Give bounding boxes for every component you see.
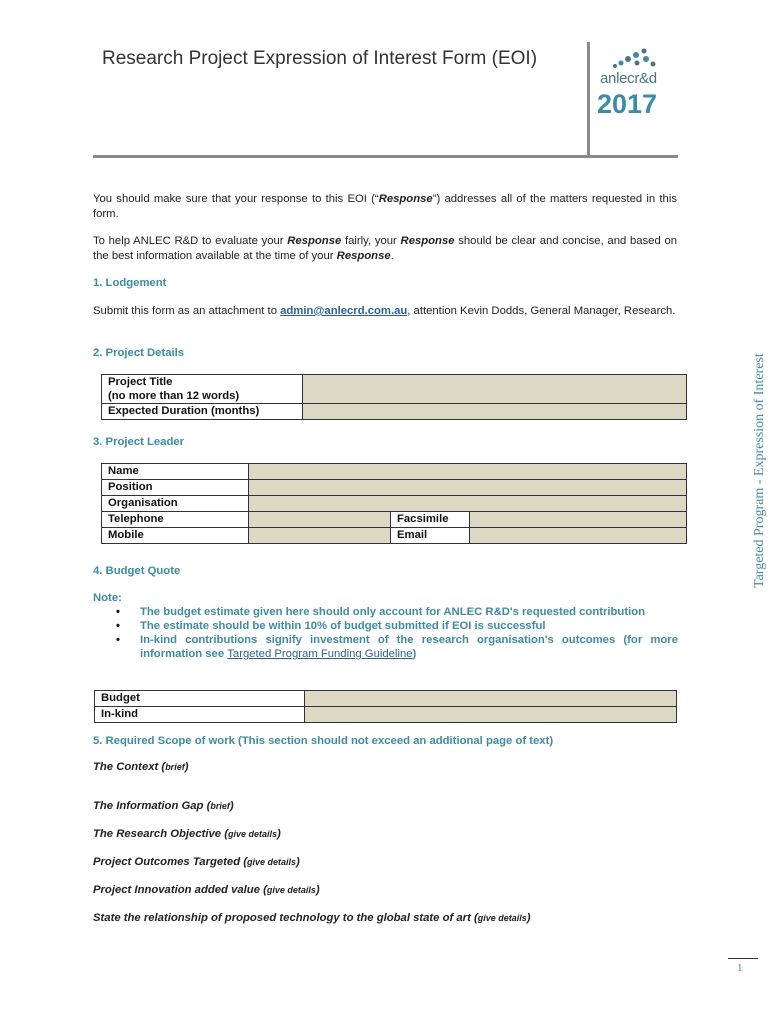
scope-item-context: The Context (brief) — [93, 761, 189, 773]
intro-paragraph-2: To help ANLEC R&D to evaluate your Response fairly, your Response should be clear and concise, and based on the best information available at the time of your Response. — [93, 235, 678, 262]
list-item: • In-kind contributions signify investment of the research organisation's outcomes (for more information see Targeted Program Funding Guideline) — [116, 634, 678, 660]
budget-table — [94, 690, 677, 723]
header-vertical-rule — [587, 42, 590, 158]
mobile-field[interactable] — [249, 528, 391, 544]
email-label: Email — [391, 528, 470, 544]
logo-wordmark: anlecr&d — [600, 70, 657, 87]
position-field[interactable] — [249, 480, 687, 496]
inkind-label: In-kind — [95, 707, 305, 723]
facsimile-field[interactable] — [470, 512, 687, 528]
budget-notes-list — [110, 605, 678, 661]
project-title-label: Project Title (no more than 12 words) — [102, 375, 303, 404]
scope-item-research-objective: The Research Objective (give details) — [93, 828, 281, 840]
project-title-field[interactable] — [303, 375, 687, 404]
project-details-table — [101, 374, 687, 420]
organisation-field[interactable] — [249, 496, 687, 512]
expected-duration-field[interactable] — [303, 404, 687, 420]
name-label: Name — [102, 464, 249, 480]
section-heading-project-leader: 3. Project Leader — [93, 436, 185, 448]
lodgement-text: Submit this form as an attachment to admin@anlecrd.com.au, attention Kevin Dodds, General Manager, Research. — [93, 305, 676, 317]
scope-item-technology: State the relationship of proposed technology to the global state of art (give details) — [93, 912, 531, 924]
name-field[interactable] — [249, 464, 687, 480]
footer-rule — [728, 958, 758, 959]
section-heading-budget-quote: 4. Budget Quote — [93, 565, 181, 577]
scope-item-information-gap: The Information Gap (brief) — [93, 800, 234, 812]
scope-item-innovation: Project Innovation added value (give details) — [93, 884, 320, 896]
section-heading-project-details: 2. Project Details — [93, 347, 185, 359]
page-number: 1 — [737, 962, 743, 974]
note-label: Note: — [93, 592, 122, 604]
telephone-field[interactable] — [249, 512, 391, 528]
bullet-icon: • — [116, 620, 120, 632]
position-label: Position — [102, 480, 249, 496]
inkind-field[interactable] — [305, 707, 677, 723]
header-horizontal-rule — [93, 155, 678, 158]
list-item: • The budget estimate given here should only account for ANLEC R&D's requested contribution — [116, 606, 646, 618]
email-link[interactable]: admin@anlecrd.com.au — [280, 305, 408, 317]
facsimile-label: Facsimile — [391, 512, 470, 528]
organisation-label: Organisation — [102, 496, 249, 512]
telephone-label: Telephone — [102, 512, 249, 528]
page-title: Research Project Expression of Interest Form (EOI) — [102, 48, 538, 69]
bullet-icon: • — [116, 634, 120, 646]
funding-guideline-link[interactable]: Targeted Program Funding Guideline — [227, 648, 413, 660]
header-year: 2017 — [597, 89, 658, 119]
bullet-icon: • — [116, 606, 120, 618]
section-heading-scope: 5. Required Scope of work (This section should not exceed an additional page of text) — [93, 735, 554, 747]
scope-item-outcomes: Project Outcomes Targeted (give details) — [93, 856, 300, 868]
mobile-label: Mobile — [102, 528, 249, 544]
expected-duration-label: Expected Duration (months) — [102, 404, 303, 420]
intro-paragraph-1: You should make sure that your response to this EOI (“Response”) addresses all of the matters requested in this form. — [93, 193, 677, 220]
budget-field[interactable] — [305, 691, 677, 707]
email-field[interactable] — [470, 528, 687, 544]
section-heading-lodgement: 1. Lodgement — [93, 277, 167, 289]
list-item: • The estimate should be within 10% of budget submitted if EOI is successful — [116, 620, 546, 632]
budget-label: Budget — [95, 691, 305, 707]
anlec-logo-icon — [610, 46, 658, 70]
project-leader-table — [101, 463, 687, 544]
side-vertical-title: Targeted Program - Expression of Interest — [752, 353, 767, 588]
